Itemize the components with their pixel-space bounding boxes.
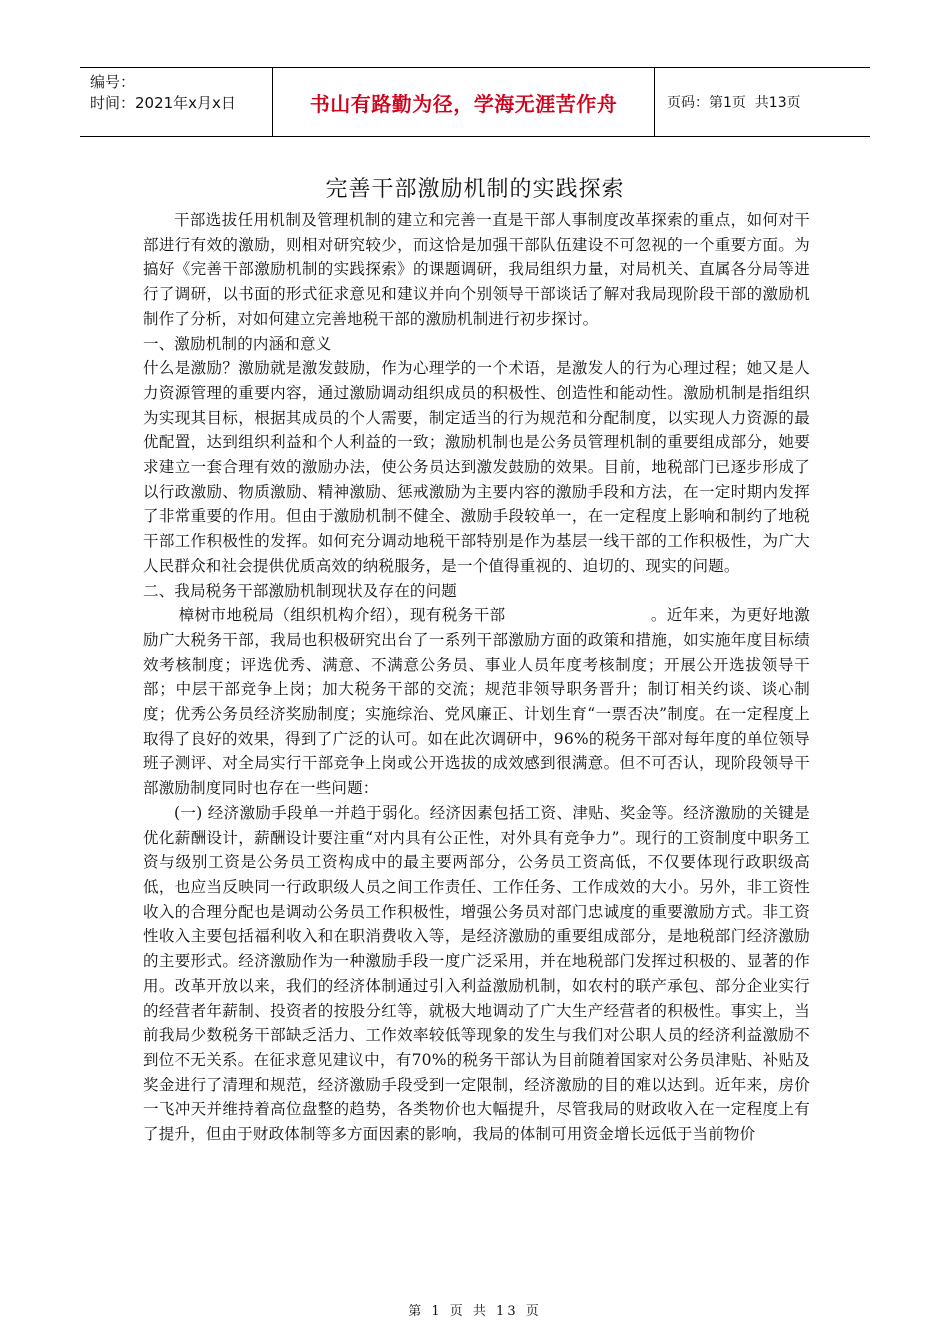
paragraph-status [143,603,810,801]
status-intro-text: 樟树市地税局（组织机构介绍），现有税务干部 [178,606,506,625]
date-label: 时间：2021年x月x日 [90,94,236,112]
status-body-text: 。近年来，为更好地激励广大税务干部，我局也积极研究出台了一系列干部激励方面的政策和措施，如实施年度目标绩效考核制度；评选优秀、满意、不满意公务员、事业人员年度考核制度；开展公开选拔领导干部；中层干部竞争上岗；加大税务干部的交流；规范非领导职务晋升；制订相关约谈、谈心制度；优秀公务员经济奖励制度；实施综治、党风廉正、计划生育“一票否决”制度。在一定程度上取得了良好的效果，得到了广泛的认可。如在此次调研中，96%的税务干部对每年度的单位领导班子测评、对全局实行干部竞争上岗或公开选拔的成效感到很满意。但不可否认，现阶段领导干部激励制度同时也存在一些问题： [143,606,810,798]
section-heading-2: 二、我局税务干部激励机制现状及存在的问题 [143,581,458,600]
header-page-info [655,68,870,136]
page-footer: 第 1 页 共 13 页 [408,1304,542,1319]
paragraph-economic-incentive: (一) 经济激励手段单一并趋于弱化。经济因素包括工资、津贴、奖金等。经济激励的关键是优化薪酬设计，薪酬设计要注重“对内具有公正性，对外具有竞争力”。现行的工资制度中职务工资与级别工资是公务员工资构成中的最主要两部分，公务员工资高低，不仅要体现行政职级高低，也应当反映同一行政职级人员之间工作责任、工作任务、工作成效的大小。另外，非工资性收入的合理分配也是调动公务员工作积极性，增强公务员对部门忠诚度的重要激励方式。非工资性收入主要包括福利收入和在职消费收入等，是经济激励的重要组成部分，是地税部门经济激励的主要形式。经济激励作为一种激励手段一度广泛采用，并在地税部门发挥过积极的、显著的作用。改革开放以来，我们的经济体制通过引入利益激励机制，如农村的联产承包、部分企业实行的经营者年薪制、投资者的按股分红等，就极大地调动了广大生产经营者的积极性。事实上，当前我局少数税务干部缺乏活力、工作效率较低等现象的发生与我们对公职人员的经济利益激励不到位不无关系。在征求意见建议中，有70%的税务干部认为目前随着国家对公务员津贴、补贴及奖金进行了清理和规范，经济激励手段受到一定限制，经济激励的目的难以达到。近年来，房价一飞冲天并维持着高位盘整的趋势，各类物价也大幅提升，尽管我局的财政收入在一定程度上有了提升，但由于财政体制等多方面因素的影响，我局的体制可用资金增长远低于当前物价 [143,803,810,1144]
document-header [80,67,870,137]
number-label: 编号： [90,73,136,91]
intro-paragraph: 干部选拔任用机制及管理机制的建立和完善一直是干部人事制度改革探索的重点，如何对干部进行有效的激励，则相对研究较少，而这恰是加强干部队伍建设不可忽视的一个重要方面。为搞好《完善干部激励机制的实践探索》的课题调研，我局组织力量，对局机关、直属各分局等进行了调研，以书面的形式征求意见和建议并向个别领导干部谈话了解对我局现阶段干部的激励机制作了分析，对如何建立完善地税干部的激励机制进行初步探讨。 [143,211,810,328]
document-title: 完善干部激励机制的实践探索 [325,177,625,202]
motto-text: 书山有路勤为径，学海无涯苦作舟 [309,91,618,116]
section-heading-1: 一、激励机制的内涵和意义 [143,334,332,353]
document-body [143,208,810,1147]
paragraph-definition: 什么是激励？激励就是激发鼓励，作为心理学的一个术语，是激发人的行为心理过程；她又是人力资源管理的重要内容，通过激励调动组织成员的积极性、创造性和能动性。激励机制是指组织为实现其目标，根据其成员的个人需要，制定适当的行为规范和分配制度，以实现人力资源的最优配置，达到组织利益和个人利益的一致；激励机制也是公务员管理机制的重要组成部分，她要求建立一套合理有效的激励办法，使公务员达到激发鼓励的效果。目前，地税部门已逐步形成了以行政激励、物质激励、精神激励、惩戒激励为主要内容的激励手段和方法，在一定时期内发挥了非常重要的作用。但由于激励机制不健全、激励手段较单一，在一定程度上影响和制约了地税干部工作积极性的发挥。如何充分调动地税干部特别是作为基层一线干部的工作积极性，为广大人民群众和社会提供优质高效的纳税服务，是一个值得重视的、迫切的、现实的问题。 [143,359,810,575]
header-meta [80,68,273,136]
header-motto [273,68,655,136]
page-info-text: 页码：第1页 共13页 [667,95,801,111]
